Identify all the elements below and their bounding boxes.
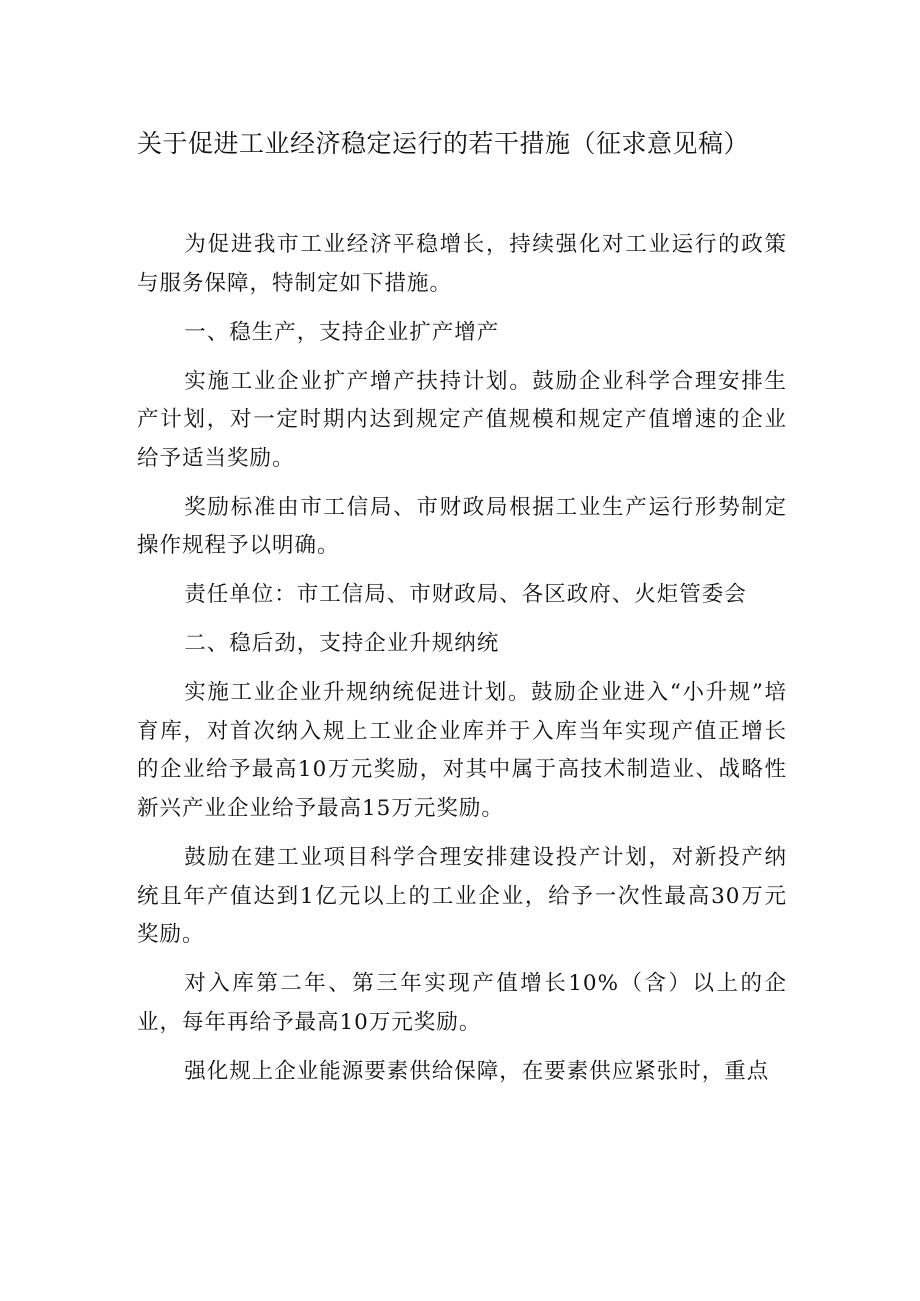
paragraph-upgrade-plan: 实施工业企业升规纳统促进计划。鼓励企业进入“小升规”培育库，对首次纳入规上工业企业库并于入库当年实现产值正增长的企业给予最高10万元奖励，对其中属于高技术制造业、战略性新兴产业企业给予最高15万元奖励。 — [137, 680, 787, 822]
section-heading-2: 二、稳后劲，支持企业升规纳统 — [184, 631, 500, 657]
document-body — [137, 226, 787, 1091]
paragraph-new-projects: 鼓励在建工业项目科学合理安排建设投产计划，对新投产纳统且年产值达到1亿元以上的工业企业，给予一次性最高30万元奖励。 — [137, 845, 787, 948]
section-heading-1: 一、稳生产，支持企业扩产增产 — [184, 319, 500, 345]
paragraph-reward-standard: 奖励标准由市工信局、市财政局根据工业生产运行形势制定操作规程予以明确。 — [137, 494, 787, 559]
paragraph-expand-production: 实施工业企业扩产增产扶持计划。鼓励企业科学合理安排生产计划，对一定时期内达到规定产值规模和规定产值增速的企业给予适当奖励。 — [137, 368, 787, 471]
intro-paragraph: 为促进我市工业经济平稳增长，持续强化对工业运行的政策与服务保障，特制定如下措施。 — [137, 232, 787, 296]
document-title: 关于促进工业经济稳定运行的若干措施（征求意见稿） — [137, 129, 750, 158]
paragraph-growth-reward: 对入库第二年、第三年实现产值增长10%（含）以上的企业，每年再给予最高10万元奖励。 — [137, 971, 787, 1035]
paragraph-energy-supply: 强化规上企业能源要素供给保障，在要素供应紧张时，重点 — [184, 1058, 770, 1084]
paragraph-responsible-units: 责任单位：市工信局、市财政局、各区政府、火炬管委会 — [184, 582, 747, 608]
